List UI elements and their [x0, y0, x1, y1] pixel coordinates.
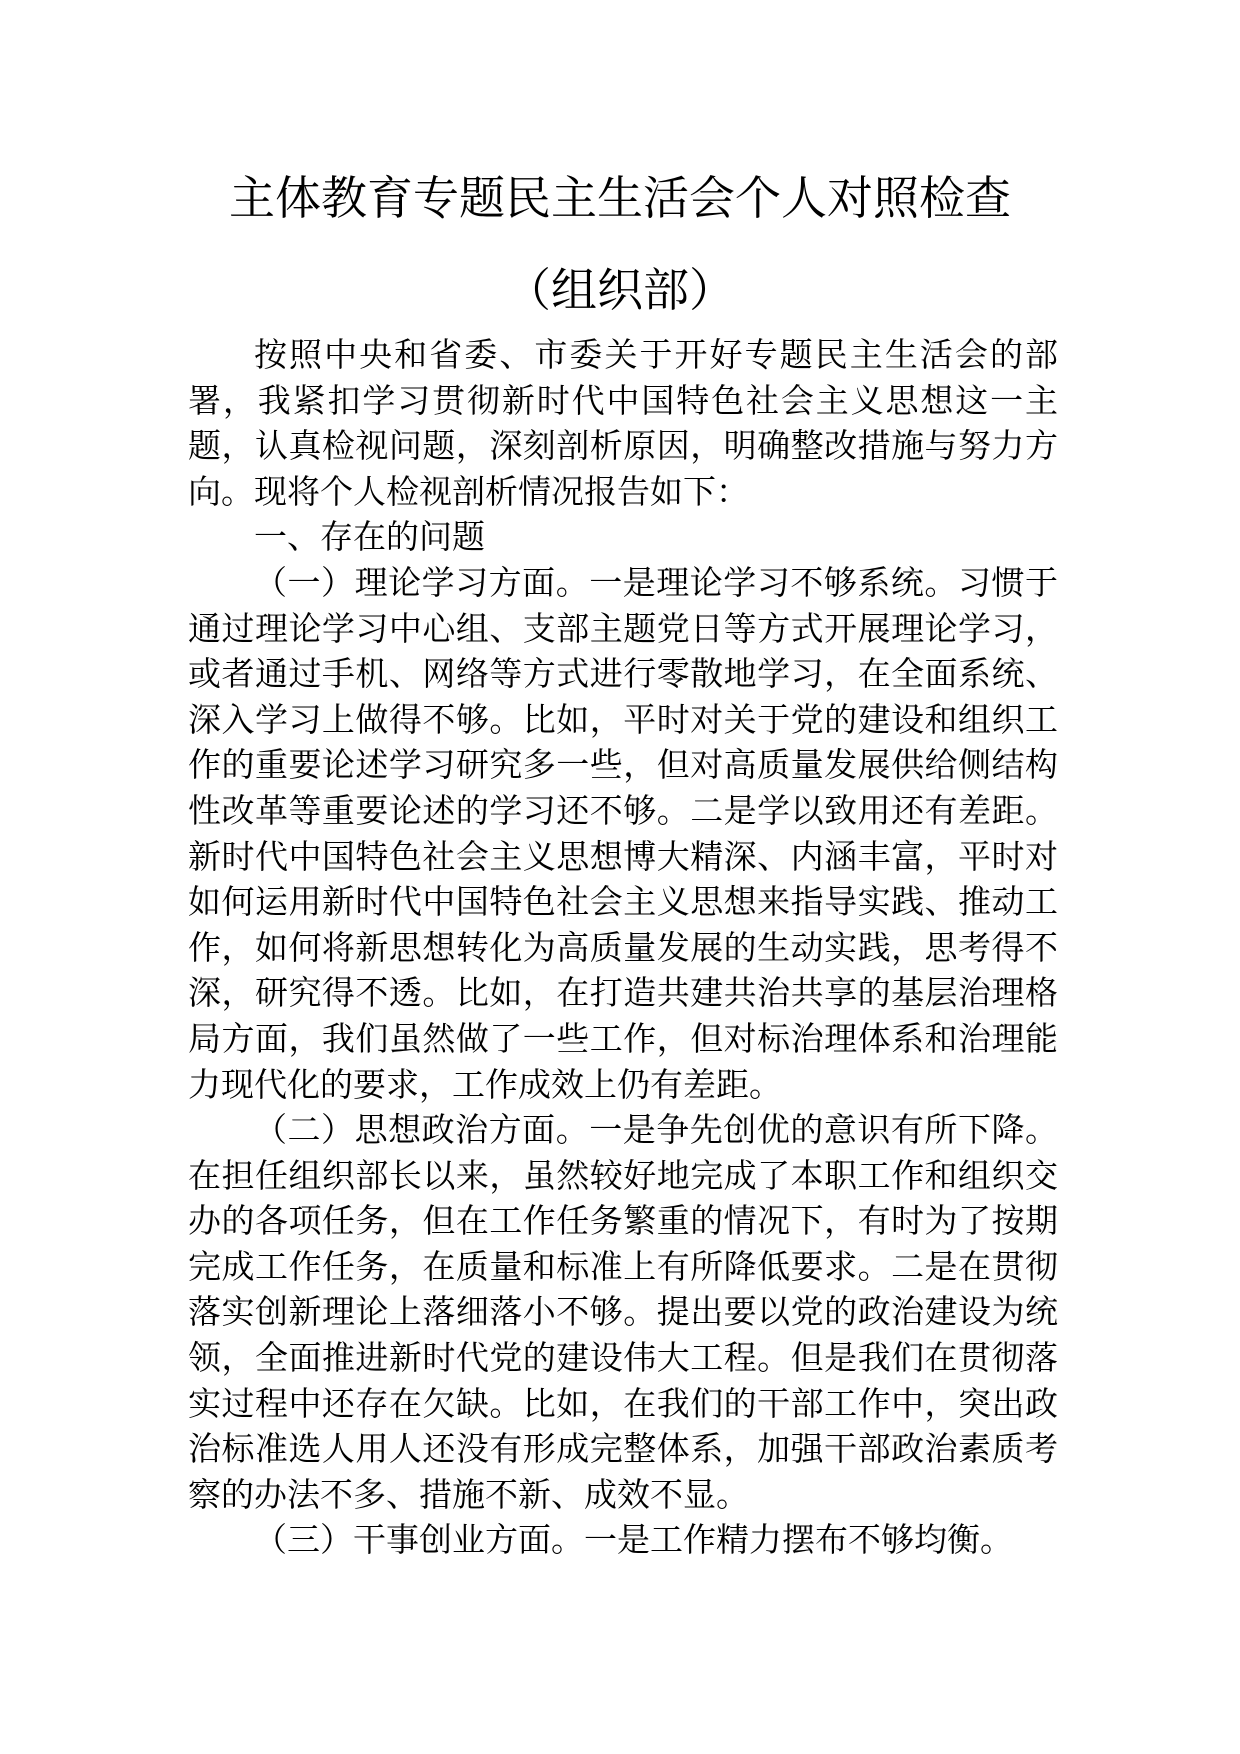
paragraph-intro: 按照中央和省委、市委关于开好专题民主生活会的部署，我紧扣学习贯彻新时代中国特色社会主义思想这一主题，认真检视问题，深刻剖析原因，明确整改措施与努力方向。现将个人检视剖析情况报告如下： — [188, 335, 1058, 511]
paragraph-work-entrepreneurship: （三）干事创业方面。一是工作精力摆布不够均衡。 — [254, 1520, 1013, 1560]
document-title: 主体教育专题民主生活会个人对照检查 — [229, 171, 1011, 225]
document-subtitle: （组织部） — [505, 263, 735, 317]
paragraph-ideology-politics: （二）思想政治方面。一是争先创优的意识有所下降。在担任组织部长以来，虽然较好地完成了本职工作和组织交办的各项任务，但在工作任务繁重的情况下，有时为了按期完成工作任务，在质量和标准上有所降低要求。二是在贯彻落实创新理论上落细落小不够。提出要以党的政治建设为统领，全面推进新时代党的建设伟大工程。但是我们在贯彻落实过程中还存在欠缺。比如，在我们的干部工作中，突出政治标准选人用人还没有形成完整体系，加强干部政治素质考察的办法不多、措施不新、成效不显。 — [188, 1110, 1058, 1514]
document-body — [188, 332, 1058, 1563]
paragraph-theory-study: （一）理论学习方面。一是理论学习不够系统。习惯于通过理论学习中心组、支部主题党日等方式开展理论学习，或者通过手机、网络等方式进行零散地学习，在全面系统、深入学习上做得不够。比如，平时对关于党的建设和组织工作的重要论述学习研究多一些，但对高质量发展供给侧结构性改革等重要论述的学习还不够。二是学以致用还有差距。新时代中国特色社会主义思想博大精深、内涵丰富，平时对如何运用新时代中国特色社会主义思想来指导实践、推动工作，如何将新思想转化为高质量发展的生动实践，思考得不深，研究得不透。比如，在打造共建共治共享的基层治理格局方面，我们虽然做了一些工作，但对标治理体系和治理能力现代化的要求，工作成效上仍有差距。 — [188, 562, 1058, 1104]
section-heading-problems: 一、存在的问题 — [254, 517, 485, 557]
